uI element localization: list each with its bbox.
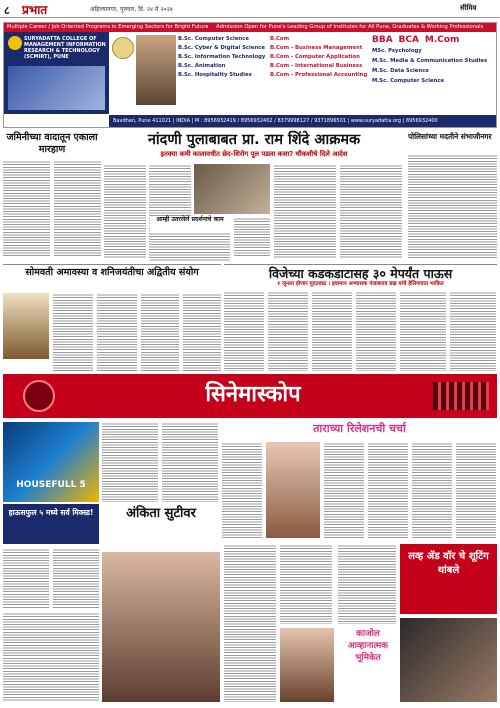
body-text xyxy=(104,164,146,258)
program-item: B.Com - Professional Accounting xyxy=(270,72,368,78)
program-item: M.Sc. Media & Communication Studies xyxy=(372,58,488,64)
program-item: B.Com xyxy=(270,36,290,42)
headline: विजेच्या कडकडाटासह ३० मेपर्यंत पाऊस xyxy=(268,266,453,281)
program-item: BCA xyxy=(398,35,419,45)
body-text xyxy=(408,154,497,258)
program-item: BBA xyxy=(372,35,393,45)
program-item: B.Sc. Animation xyxy=(178,63,226,69)
cinemascope-banner xyxy=(3,374,497,418)
programs-right xyxy=(372,35,496,107)
housefull-poster xyxy=(3,422,99,502)
story-tara xyxy=(222,422,497,540)
programs-mid xyxy=(270,35,370,105)
body-text xyxy=(54,160,101,258)
ad-banner[interactable] xyxy=(3,22,497,128)
body-text xyxy=(450,291,496,371)
body-text xyxy=(224,544,276,702)
program-item: B.Com - International Business xyxy=(270,63,363,69)
story-housefull xyxy=(3,504,99,544)
newspaper-logo: प्रभात xyxy=(22,3,48,17)
kajol-photo xyxy=(280,628,334,702)
program-item: M.Com xyxy=(424,35,460,45)
story-small xyxy=(150,216,230,264)
body-text xyxy=(338,544,396,624)
headline: पोलिसांच्या मदतीने संभाजीनगर xyxy=(408,132,492,141)
poster-title: HOUSEFULL 5 xyxy=(16,480,86,490)
body-text xyxy=(280,544,332,624)
body-text xyxy=(102,422,158,502)
headline: लव्ह ॲड वॉर चे शूटिंग थांबले xyxy=(408,551,489,576)
body-text xyxy=(356,291,396,371)
story-love-war xyxy=(400,544,497,614)
body-text xyxy=(234,217,270,257)
body-text xyxy=(412,442,452,538)
headline: काजोल आव्हानात्मक भूमिकेत xyxy=(347,629,389,663)
story-ankita xyxy=(102,506,220,550)
headline: आम्ही उतरलेले प्रदर्शनाचे काम xyxy=(156,216,224,223)
body-text xyxy=(53,293,93,371)
program-item: B.Sc. Computer Science xyxy=(178,36,249,42)
body-text xyxy=(183,293,221,371)
ad-strip-text: Multiple Career / Job Oriented Programs in Emerging Sectors for Bright Future xyxy=(7,24,209,30)
program-item: B.Com - Computer Application xyxy=(270,54,360,60)
program-item: M.Sc. Data Science xyxy=(372,68,429,74)
program-item: B.Sc. Hospitality Studies xyxy=(178,72,252,78)
body-text xyxy=(3,612,99,702)
story-land-dispute xyxy=(3,132,101,260)
ankita-photo xyxy=(102,552,220,702)
body-text xyxy=(224,291,264,371)
film-reel-icon xyxy=(23,380,55,412)
film-strip-icon xyxy=(433,382,489,410)
students-photo xyxy=(136,35,176,105)
headline: जमिनीच्या वादातून एकाला मारहाण xyxy=(6,132,98,155)
shani-photo xyxy=(3,293,49,359)
headline: ताराच्या रिलेशनची चर्चा xyxy=(313,422,406,435)
body-text xyxy=(3,160,50,258)
body-text xyxy=(97,293,137,371)
college-block xyxy=(4,32,109,114)
headline: सोमवती अमावस्या व शनिजयंतीचा अद्वितीय संयोग xyxy=(25,267,199,278)
program-item: MSc. Psychology xyxy=(372,48,422,54)
program-item: M.Sc. Computer Science xyxy=(372,78,445,84)
section-banner-title: सिनेमास्कोप xyxy=(205,382,301,407)
lead-subheadline: इतक्या कमी कालावधीत छेद-शिरोग पूल पडला कसा? चौकशीचे दिले आदेश xyxy=(160,150,348,158)
dateline: अहिल्यानगर, गुरुवार, दि. २४ मे २०२४ xyxy=(90,6,173,13)
program-item: B.Sc. Information Technology xyxy=(178,54,266,60)
ad-strip-red xyxy=(4,23,497,32)
body-text xyxy=(324,442,364,538)
masthead xyxy=(0,0,500,18)
college-photo xyxy=(8,66,105,110)
lead-photo xyxy=(194,164,270,214)
love-war-photo xyxy=(400,618,497,702)
headline: अंकिता सुटीवर xyxy=(126,506,196,521)
body-text xyxy=(3,548,49,608)
story-kajol xyxy=(338,628,398,702)
ad-footer[interactable]: Bavdhan, Pune 411021 | INDIA | M : 8956932419 / 8956932402 / 8379998127 / 9371896501 | www.suryadatta.org | 8956932400 xyxy=(109,115,497,127)
body-text xyxy=(400,291,446,371)
page-number: ८ xyxy=(4,4,10,17)
program-item: B.Com - Business Management xyxy=(270,45,363,51)
story-right xyxy=(408,132,497,260)
story-amavasya xyxy=(3,264,221,372)
program-item: B.Sc. Cyber & Digital Science xyxy=(178,45,265,51)
body-text xyxy=(222,442,262,538)
subheadline: १ जूनला होणार मुदतवाढ । हवामान अभ्यासक पंजाबराव डख यांचे हेलिगावात भाकित xyxy=(277,281,444,287)
headline: हाऊसफुल ५ मध्ये सर्व मिक्स्ड! xyxy=(8,508,94,517)
body-text xyxy=(268,291,308,371)
ad-strip-text-2: Admission Open for Pune's Leading Group of Institutes for All Pune, Graduates & Working Professionals xyxy=(216,24,484,30)
body-text xyxy=(53,548,99,608)
college-logo-icon xyxy=(8,36,22,50)
college-name: SURYADATTA COLLEGE OF MANAGEMENT INFORMATION RESEARCH & TECHNOLOGY (SCMIRT), PUNE xyxy=(24,36,106,60)
story-rain xyxy=(224,264,497,372)
body-text xyxy=(368,442,408,538)
naac-badge-icon xyxy=(112,37,134,59)
lead-headline: नांदणी पुलाबाबत प्रा. राम शिंदे आक्रमक xyxy=(147,132,361,148)
body-text xyxy=(141,293,179,371)
body-text xyxy=(150,232,230,262)
body-text xyxy=(162,422,218,502)
story-lead xyxy=(104,132,404,260)
section-name: सीमिव xyxy=(460,4,477,12)
tara-photo xyxy=(266,442,320,538)
programs-left xyxy=(178,35,268,105)
body-text xyxy=(456,442,496,538)
body-text xyxy=(340,164,402,258)
body-text xyxy=(312,291,352,371)
body-text xyxy=(274,164,336,258)
